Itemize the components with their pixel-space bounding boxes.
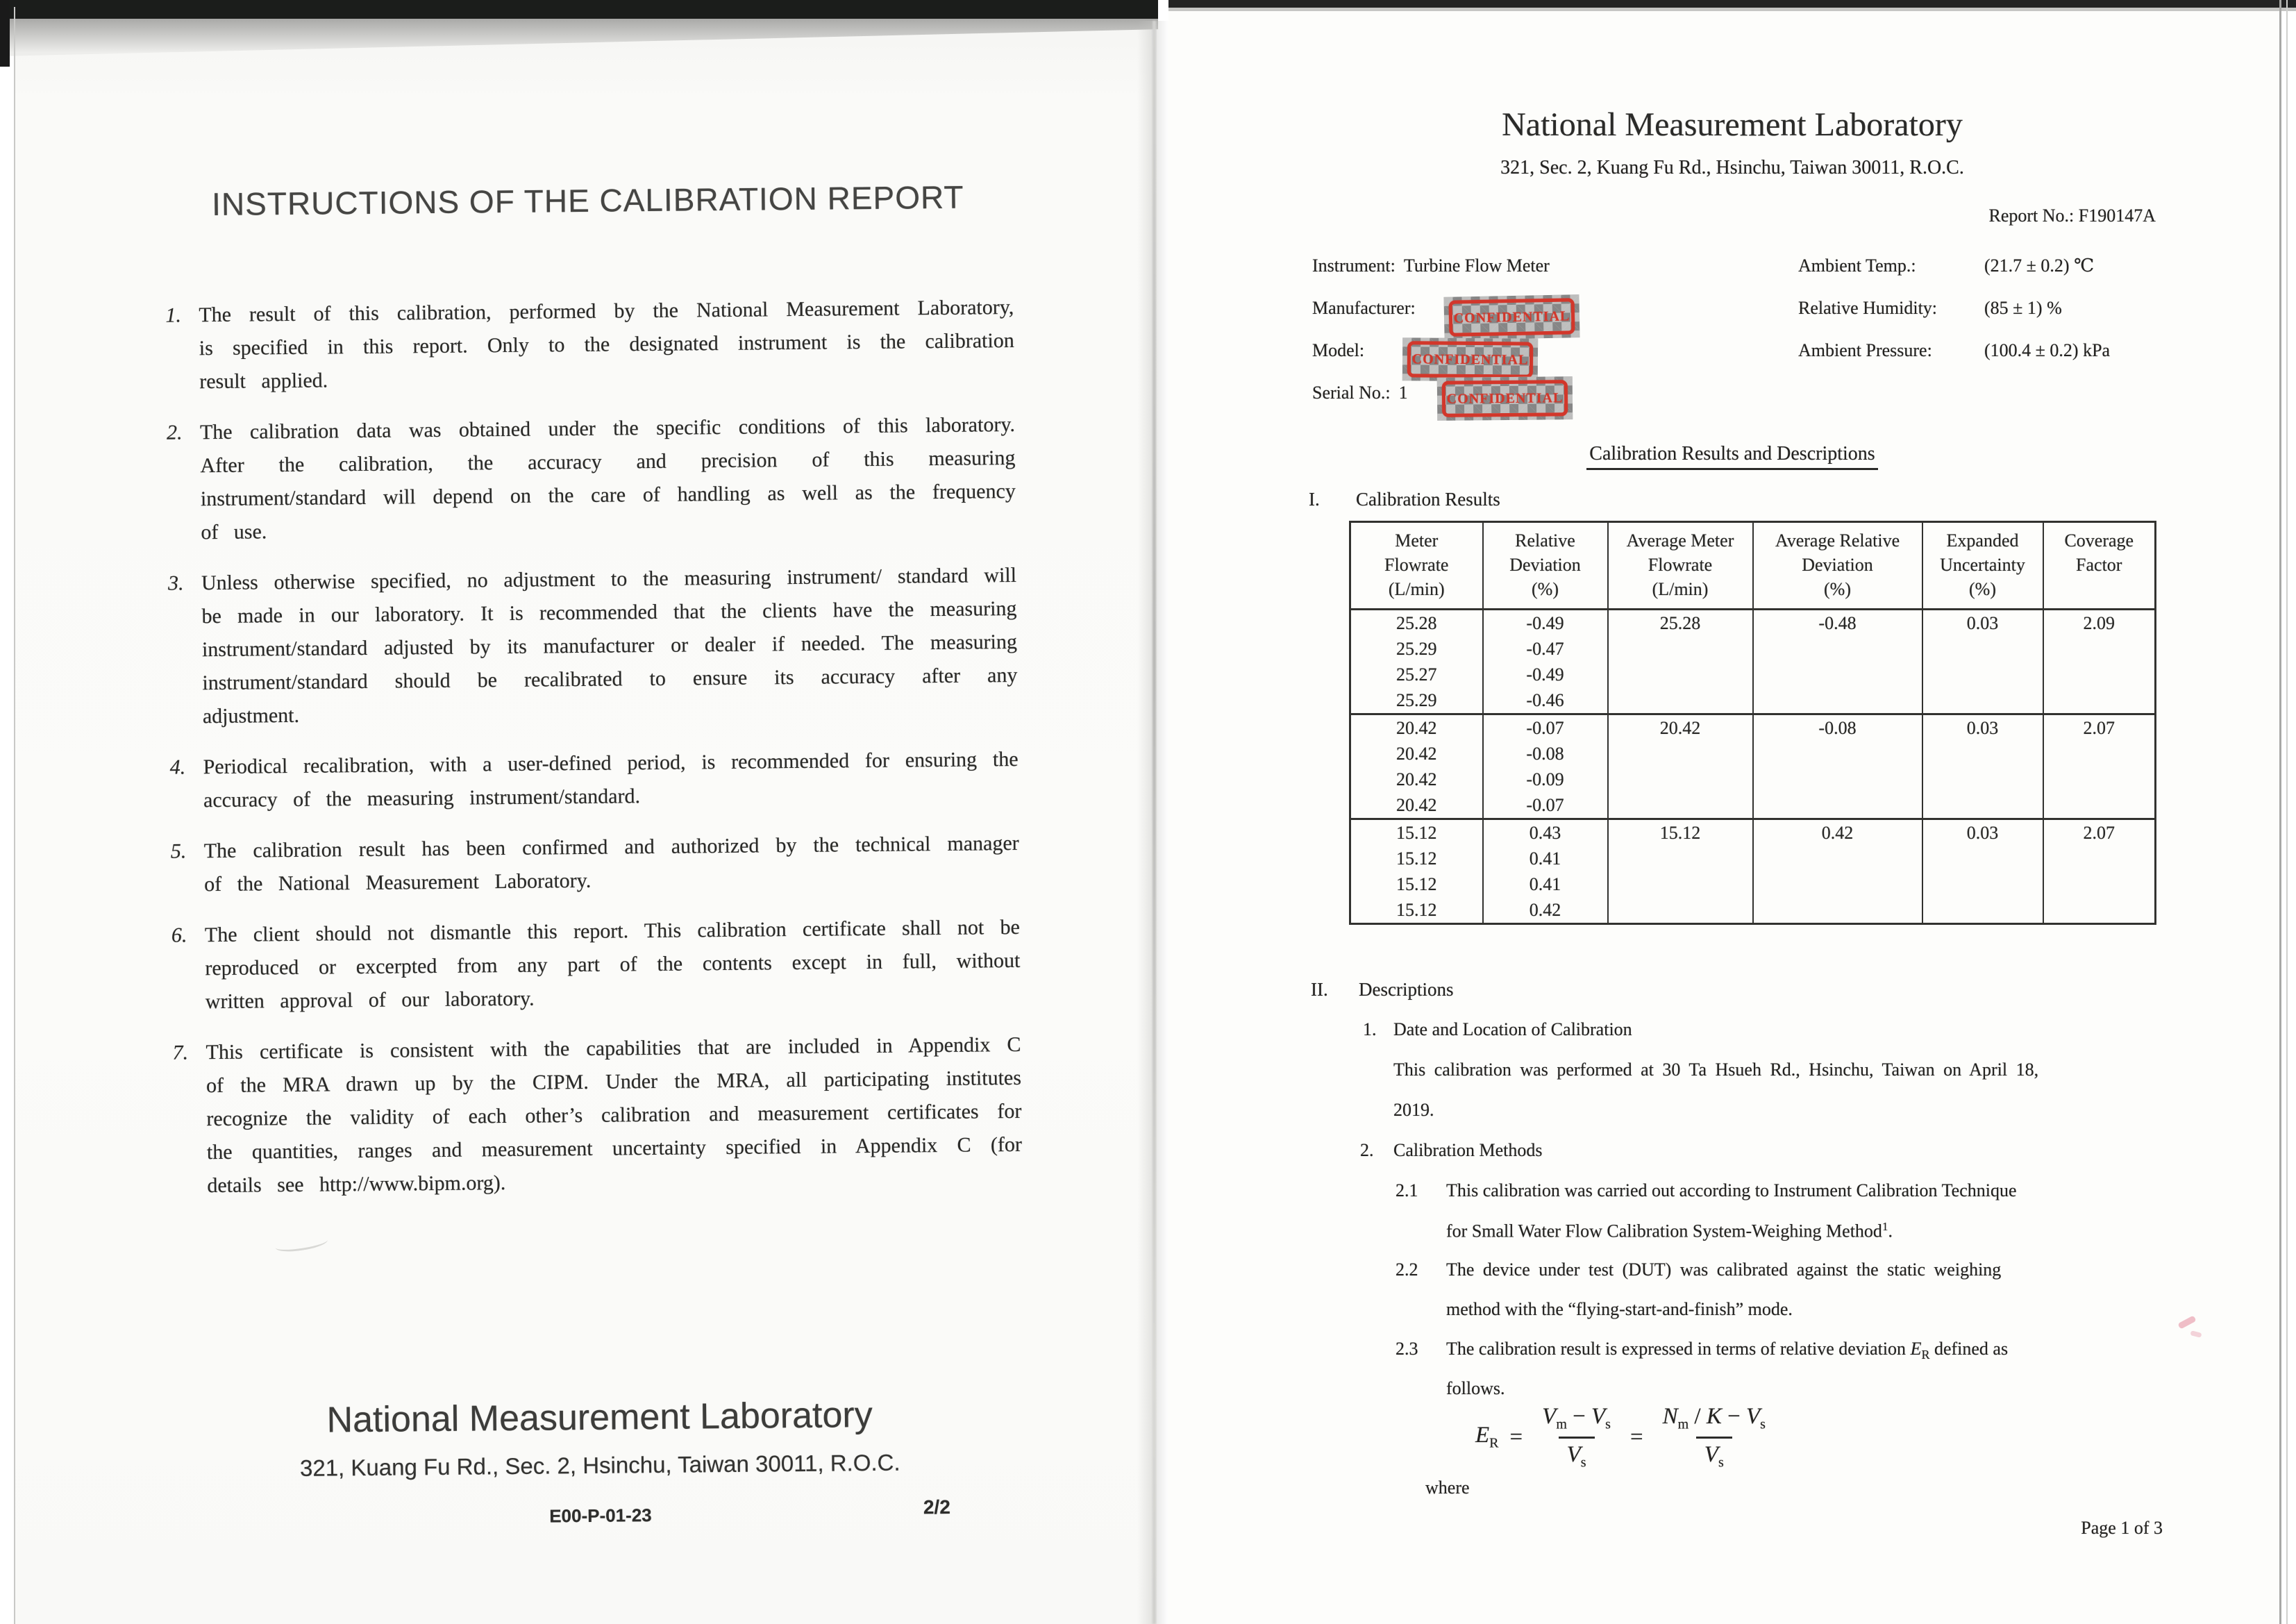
pink-mark: [2190, 1330, 2202, 1338]
instruction-list: [165, 291, 1023, 1221]
equals-sign: =: [1629, 1424, 1643, 1450]
deviation-cell: 0.41: [1483, 846, 1608, 871]
ambient-temp-row: [1798, 256, 2094, 276]
col-header-average-meter-flowrate: Average Meter Flowrate (L/min): [1608, 522, 1753, 610]
stamp-border: [1449, 298, 1575, 336]
deviation-cell: -0.49: [1483, 610, 1608, 637]
flowrate-cell: 25.29: [1350, 636, 1483, 662]
instruction-item-number: 2.: [166, 421, 183, 444]
calibration-results-table: [1349, 521, 2156, 925]
desc-item1-line1: This calibration was performed at 30 Ta Hsueh Rd., Hsinchu, Taiwan on April 18,: [1393, 1060, 2039, 1080]
coverage-cell: 2.09: [2043, 610, 2156, 714]
confidential-stamp-model: [1402, 337, 1538, 381]
report-number: Report No.: F190147A: [1988, 206, 2156, 226]
flowrate-cell: 25.28: [1350, 610, 1483, 637]
instruction-item-number: 6.: [171, 923, 187, 947]
humidity-row: [1798, 298, 2062, 319]
flowrate-cell: 25.29: [1350, 687, 1483, 714]
desc-item1-number: 1.: [1363, 1019, 1377, 1039]
equals-sign: =: [1509, 1424, 1523, 1450]
formula-lhs: $E_R$: [1475, 1423, 1499, 1451]
instrument-value: Turbine Flow Meter: [1403, 256, 1550, 276]
flowrate-cell: 15.12: [1350, 819, 1483, 846]
left-footer-doc-code: E00-P-01-23: [549, 1505, 652, 1527]
serial-label: Serial No.:: [1312, 383, 1391, 403]
instruction-item-text: Unless otherwise specified, no adjustment to the measuring instrument/ standard will be made in our laboratory. It is recommended that the clients have the measuring instrument/standard adjusted by its manufacturer or dealer if needed. The measuring instrument/standard should be recalibrated to ensure its accuracy after any adjustment.: [201, 563, 1018, 728]
desc-item2-title: Calibration Methods: [1393, 1140, 1543, 1160]
pink-mark: [2177, 1315, 2196, 1329]
humidity-label: Relative Humidity:: [1798, 298, 1938, 318]
flowrate-cell: 20.42: [1350, 767, 1483, 792]
table-header-row: [1350, 522, 2156, 610]
stamp-border: [1407, 341, 1533, 378]
flowrate-cell: 15.12: [1350, 897, 1483, 924]
variable-er: E: [1910, 1339, 1922, 1359]
desc-m23-number: 2.3: [1396, 1339, 1418, 1359]
instrument-row: [1312, 256, 1550, 276]
instruction-item: [168, 559, 1018, 734]
deviation-cell: -0.07: [1483, 714, 1608, 742]
deviation-cell: 0.41: [1483, 871, 1608, 897]
instruction-item-text: This certificate is consistent with the capabilities that are included in Appendix C of the MRA drawn up by the CIPM. Under the MRA, all participating institutes recognize the validity of each other’s calibration and measurement certificates for the quantities, ranges and measurement uncertainty specified in Appendix C (for details see http://www.bipm.org).: [206, 1032, 1023, 1198]
flowrate-cell: 20.42: [1350, 714, 1483, 742]
avg-flowrate-cell: 15.12: [1608, 819, 1753, 924]
desc-m22-line2: method with the “flying-start-and-finish” mode.: [1446, 1299, 1793, 1319]
deviation-cell: -0.47: [1483, 636, 1608, 662]
desc-m23-line1: The calibration result is expressed in terms of relative deviation $E_R$ defined as: [1446, 1339, 2009, 1362]
flowrate-cell: 20.42: [1350, 792, 1483, 819]
right-page-footer: Page 1 of 3: [2081, 1518, 2163, 1538]
col-header-relative-deviation: Relative Deviation (%): [1483, 522, 1608, 610]
ambient-temp-label: Ambient Temp.:: [1798, 256, 1916, 276]
left-footer-address: 321, Kuang Fu Rd., Sec. 2, Hsinchu, Taiwan 30011, R.O.C.: [299, 1449, 900, 1481]
descriptions-heading: Descriptions: [1359, 979, 1454, 1000]
stamp-text: CONFIDENTIAL: [1453, 308, 1570, 326]
desc-m21-line1: This calibration was carried out according to Instrument Calibration Technique: [1446, 1180, 2017, 1200]
desc-m22-line1: The device under test (DUT) was calibrated against the static weighing: [1446, 1259, 2002, 1280]
desc-item1-title: Date and Location of Calibration: [1393, 1019, 1632, 1039]
pressure-label: Ambient Pressure:: [1798, 340, 1932, 360]
manufacturer-row: [1312, 298, 1416, 319]
confidential-stamp-manufacturer: [1443, 294, 1579, 340]
uncertainty-cell: 0.03: [1922, 610, 2043, 714]
instrument-label: Instrument:: [1312, 256, 1396, 276]
avg-deviation-cell: -0.48: [1753, 610, 1922, 714]
col-header-average-relative-deviation: Average Relative Deviation (%): [1753, 522, 1922, 610]
avg-deviation-cell: 0.42: [1753, 819, 1922, 924]
stamp-text: CONFIDENTIAL: [1411, 351, 1529, 368]
deviation-cell: -0.09: [1483, 767, 1608, 792]
instruction-item-text: The result of this calibration, performed by the National Measurement Laboratory, is specified in this report. Only to the designated instrument is the calibration result applied.: [199, 295, 1014, 394]
desc-m21-number: 2.1: [1396, 1180, 1418, 1200]
stamp-border: [1442, 380, 1568, 417]
serial-row: [1312, 383, 1408, 403]
avg-flowrate-cell: 25.28: [1608, 610, 1753, 714]
footnote-marker: 1: [1882, 1220, 1888, 1233]
report-organization: National Measurement Laboratory: [1502, 106, 1963, 143]
instruction-item-number: 5.: [170, 839, 187, 863]
flowrate-cell: 20.42: [1350, 741, 1483, 767]
coverage-cell: 2.07: [2043, 819, 2156, 924]
deviation-cell: -0.07: [1483, 792, 1608, 819]
uncertainty-cell: 0.03: [1922, 819, 2043, 924]
table-row: [1350, 610, 2156, 637]
confidential-stamp-serial: [1437, 376, 1573, 421]
flowrate-cell: 25.27: [1350, 662, 1483, 687]
instruction-item: [171, 827, 1020, 902]
deviation-cell: -0.46: [1483, 687, 1608, 714]
table-row: [1350, 714, 2156, 742]
model-label: Model:: [1312, 340, 1365, 360]
uncertainty-cell: 0.03: [1922, 714, 2043, 819]
col-header-coverage-factor: Coverage Factor: [2043, 522, 2156, 610]
instruction-item-number: 1.: [165, 303, 182, 327]
coverage-cell: 2.07: [2043, 714, 2156, 819]
instruction-item-number: 7.: [172, 1041, 189, 1064]
instruction-item-text: The calibration result has been confirmed and authorized by the technical manager of the National Measurement Laboratory.: [203, 831, 1019, 896]
desc-item2-number: 2.: [1360, 1140, 1374, 1160]
instruction-item: [171, 911, 1021, 1019]
serial-prefix: 1: [1398, 383, 1408, 403]
flowrate-cell: 15.12: [1350, 846, 1483, 871]
descriptions-heading-number: II.: [1311, 979, 1328, 1000]
left-footer-page-number: 2/2: [923, 1496, 950, 1518]
fraction-1: $\frac{V_m - V_s}{V_s}$: [1542, 1404, 1611, 1471]
results-heading: Calibration Results: [1356, 489, 1500, 510]
results-heading-number: I.: [1309, 489, 1320, 510]
instruction-item: [165, 291, 1014, 399]
table-row: [1350, 819, 2156, 846]
instruction-item-number: 3.: [167, 571, 184, 595]
desc-m21-line2: for Small Water Flow Calibration System-Weighing Method$^1$.: [1446, 1220, 1893, 1241]
desc-item1-line2: 2019.: [1393, 1100, 1434, 1120]
fraction-2: $\frac{N_m / K - V_s}{V_s}$: [1662, 1404, 1766, 1471]
flowrate-cell: 15.12: [1350, 871, 1483, 897]
deviation-cell: -0.49: [1483, 662, 1608, 687]
col-header-expanded-uncertainty: Expanded Uncertainty (%): [1922, 522, 2043, 610]
left-page-title: INSTRUCTIONS OF THE CALIBRATION REPORT: [211, 178, 964, 223]
manufacturer-label: Manufacturer:: [1312, 298, 1416, 318]
instruction-item: [167, 408, 1016, 550]
pressure-value: (100.4 ± 0.2) kPa: [1984, 340, 2111, 360]
pencil-mark: [274, 1233, 328, 1254]
instruction-item-text: The calibration data was obtained under the specific conditions of this laboratory. After the calibration, the accuracy and precision of this measuring instrument/standard will depend on the care of handling as well as the frequency of use.: [199, 412, 1016, 544]
deviation-cell: -0.08: [1483, 741, 1608, 767]
instruction-item-text: Periodical recalibration, with a user-defined period, is recommended for ensuring the accuracy of the measuring instrument/standard.: [203, 747, 1019, 812]
model-row: [1312, 340, 1364, 361]
desc-m23-line2: follows.: [1446, 1378, 1505, 1398]
instruction-item: [172, 1028, 1022, 1203]
instruction-item-text: The client should not dismantle this report. This calibration certificate shall not be reproduced or excerpted from any part of the contents except in full, without written approval of our laboratory.: [204, 915, 1021, 1014]
where-label: where: [1425, 1477, 1470, 1498]
pressure-row: [1798, 340, 2110, 361]
desc-m22-number: 2.2: [1396, 1259, 1418, 1280]
left-footer-organization: National Measurement Laboratory: [326, 1394, 873, 1441]
relative-deviation-formula: [1475, 1404, 1774, 1471]
col-header-meter-flowrate: Meter Flowrate (L/min): [1350, 522, 1483, 610]
report-address: 321, Sec. 2, Kuang Fu Rd., Hsinchu, Taiwan 30011, R.O.C.: [1500, 157, 1964, 178]
avg-deviation-cell: -0.08: [1753, 714, 1922, 819]
humidity-value: (85 ± 1) %: [1984, 298, 2062, 318]
stamp-text: CONFIDENTIAL: [1446, 390, 1564, 407]
instruction-item: [169, 743, 1019, 818]
deviation-cell: 0.42: [1483, 897, 1608, 924]
avg-flowrate-cell: 20.42: [1608, 714, 1753, 819]
section-title: Calibration Results and Descriptions: [1274, 443, 2190, 470]
ambient-temp-value: (21.7 ± 0.2) ℃: [1984, 256, 2095, 276]
deviation-cell: 0.43: [1483, 819, 1608, 846]
instruction-item-number: 4.: [169, 755, 186, 779]
page-right-report: [1170, 0, 2296, 1624]
